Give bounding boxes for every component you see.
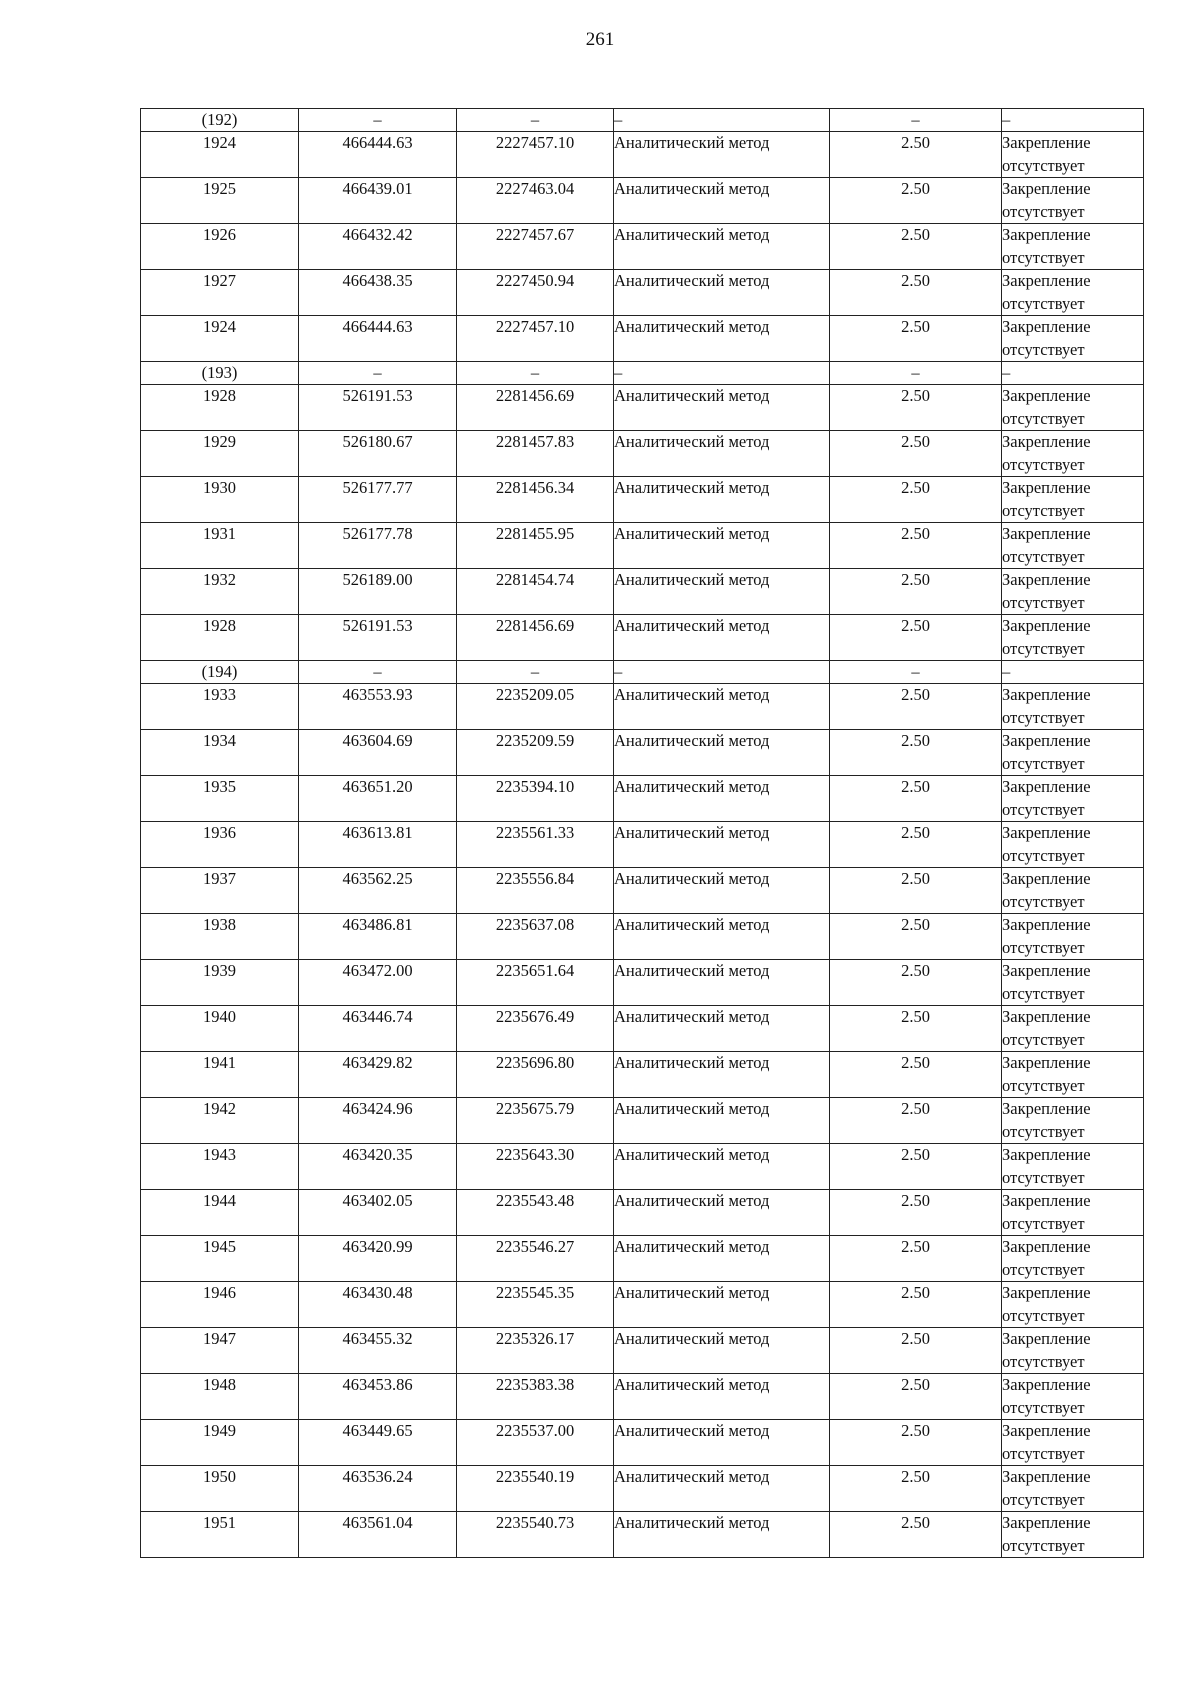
x-coordinate-cell: 526177.77 xyxy=(299,477,457,523)
y-coordinate-cell: 2235676.49 xyxy=(457,1006,614,1052)
fixation-line-1: Закрепление xyxy=(1002,432,1091,451)
fixation-cell xyxy=(1002,868,1144,914)
fixation-cell xyxy=(1002,316,1144,362)
table-row xyxy=(141,224,1144,270)
fixation-line-1: Закрепление xyxy=(1002,685,1091,704)
fixation-line-1: Закрепление xyxy=(1002,1191,1091,1210)
x-coordinate-cell: 463651.20 xyxy=(299,776,457,822)
method-cell: Аналитический метод xyxy=(614,431,830,477)
table-row xyxy=(141,1052,1144,1098)
method-cell: Аналитический метод xyxy=(614,1052,830,1098)
method-cell: Аналитический метод xyxy=(614,1420,830,1466)
x-coordinate-cell: 463446.74 xyxy=(299,1006,457,1052)
fixation-cell xyxy=(1002,1098,1144,1144)
fixation-line-1: Закрепление xyxy=(1002,823,1091,842)
table-row xyxy=(141,1236,1144,1282)
empty-dash-cell: – xyxy=(1002,109,1144,132)
group-label: (193) xyxy=(141,362,299,385)
table-row xyxy=(141,960,1144,1006)
table-row xyxy=(141,431,1144,477)
y-coordinate-cell: 2227457.67 xyxy=(457,224,614,270)
method-cell: Аналитический метод xyxy=(614,316,830,362)
x-coordinate-cell: 526189.00 xyxy=(299,569,457,615)
fixation-line-1: Закрепление xyxy=(1002,1099,1091,1118)
accuracy-cell: 2.50 xyxy=(830,1144,1002,1190)
point-number-cell: 1928 xyxy=(141,615,299,661)
accuracy-cell: 2.50 xyxy=(830,523,1002,569)
group-header-row xyxy=(141,362,1144,385)
x-coordinate-cell: 526177.78 xyxy=(299,523,457,569)
table-row xyxy=(141,730,1144,776)
fixation-line-1: Закрепление xyxy=(1002,271,1091,290)
point-number-cell: 1924 xyxy=(141,316,299,362)
fixation-cell xyxy=(1002,1052,1144,1098)
fixation-line-1: Закрепление xyxy=(1002,133,1091,152)
page-number: 261 xyxy=(585,29,615,50)
fixation-line-2: отсутствует xyxy=(1002,500,1085,520)
fixation-cell xyxy=(1002,1374,1144,1420)
fixation-cell xyxy=(1002,270,1144,316)
method-cell: Аналитический метод xyxy=(614,1006,830,1052)
table-row xyxy=(141,132,1144,178)
fixation-line-1: Закрепление xyxy=(1002,915,1091,934)
point-number-cell: 1935 xyxy=(141,776,299,822)
fixation-line-1: Закрепление xyxy=(1002,386,1091,405)
accuracy-cell: 2.50 xyxy=(830,477,1002,523)
point-number-cell: 1947 xyxy=(141,1328,299,1374)
method-cell: Аналитический метод xyxy=(614,477,830,523)
point-number-cell: 1942 xyxy=(141,1098,299,1144)
point-number-cell: 1941 xyxy=(141,1052,299,1098)
group-label: (192) xyxy=(141,109,299,132)
point-number-cell: 1951 xyxy=(141,1512,299,1558)
point-number-cell: 1939 xyxy=(141,960,299,1006)
table-row xyxy=(141,477,1144,523)
method-cell: Аналитический метод xyxy=(614,1236,830,1282)
x-coordinate-cell: 463553.93 xyxy=(299,684,457,730)
table-row xyxy=(141,178,1144,224)
y-coordinate-cell: 2235326.17 xyxy=(457,1328,614,1374)
accuracy-cell: 2.50 xyxy=(830,1190,1002,1236)
fixation-line-2: отсутствует xyxy=(1002,546,1085,566)
point-number-cell: 1945 xyxy=(141,1236,299,1282)
accuracy-cell: 2.50 xyxy=(830,316,1002,362)
accuracy-cell: 2.50 xyxy=(830,178,1002,224)
x-coordinate-cell: 526191.53 xyxy=(299,385,457,431)
accuracy-cell: 2.50 xyxy=(830,615,1002,661)
fixation-cell xyxy=(1002,615,1144,661)
method-cell: Аналитический метод xyxy=(614,1144,830,1190)
table-row xyxy=(141,1374,1144,1420)
fixation-line-1: Закрепление xyxy=(1002,478,1091,497)
point-number-cell: 1930 xyxy=(141,477,299,523)
fixation-cell xyxy=(1002,569,1144,615)
accuracy-cell: 2.50 xyxy=(830,868,1002,914)
fixation-line-2: отсутствует xyxy=(1002,339,1085,359)
y-coordinate-cell: 2235556.84 xyxy=(457,868,614,914)
fixation-cell xyxy=(1002,776,1144,822)
y-coordinate-cell: 2235546.27 xyxy=(457,1236,614,1282)
accuracy-cell: 2.50 xyxy=(830,224,1002,270)
x-coordinate-cell: 466438.35 xyxy=(299,270,457,316)
method-cell: Аналитический метод xyxy=(614,1512,830,1558)
fixation-cell xyxy=(1002,1420,1144,1466)
method-cell: Аналитический метод xyxy=(614,1190,830,1236)
accuracy-cell: 2.50 xyxy=(830,1052,1002,1098)
method-cell: Аналитический метод xyxy=(614,1282,830,1328)
fixation-line-2: отсутствует xyxy=(1002,1167,1085,1187)
accuracy-cell: 2.50 xyxy=(830,1374,1002,1420)
fixation-line-1: Закрепление xyxy=(1002,1421,1091,1440)
point-number-cell: 1938 xyxy=(141,914,299,960)
fixation-line-2: отсутствует xyxy=(1002,1489,1085,1509)
fixation-cell xyxy=(1002,385,1144,431)
fixation-line-1: Закрепление xyxy=(1002,1145,1091,1164)
fixation-cell xyxy=(1002,178,1144,224)
y-coordinate-cell: 2235394.10 xyxy=(457,776,614,822)
x-coordinate-cell: 463453.86 xyxy=(299,1374,457,1420)
y-coordinate-cell: 2281454.74 xyxy=(457,569,614,615)
empty-dash-cell: – xyxy=(299,362,457,385)
x-coordinate-cell: 466439.01 xyxy=(299,178,457,224)
fixation-line-1: Закрепление xyxy=(1002,524,1091,543)
x-coordinate-cell: 526180.67 xyxy=(299,431,457,477)
y-coordinate-cell: 2235561.33 xyxy=(457,822,614,868)
y-coordinate-cell: 2235696.80 xyxy=(457,1052,614,1098)
method-cell: Аналитический метод xyxy=(614,523,830,569)
empty-dash-cell: – xyxy=(614,109,830,132)
y-coordinate-cell: 2235651.64 xyxy=(457,960,614,1006)
fixation-cell xyxy=(1002,1144,1144,1190)
fixation-line-2: отсутствует xyxy=(1002,1535,1085,1555)
fixation-cell xyxy=(1002,684,1144,730)
accuracy-cell: 2.50 xyxy=(830,132,1002,178)
y-coordinate-cell: 2281456.34 xyxy=(457,477,614,523)
accuracy-cell: 2.50 xyxy=(830,1282,1002,1328)
fixation-line-1: Закрепление xyxy=(1002,1513,1091,1532)
fixation-cell xyxy=(1002,1190,1144,1236)
fixation-line-2: отсутствует xyxy=(1002,1213,1085,1233)
fixation-line-1: Закрепление xyxy=(1002,317,1091,336)
fixation-line-2: отсутствует xyxy=(1002,845,1085,865)
y-coordinate-cell: 2235643.30 xyxy=(457,1144,614,1190)
y-coordinate-cell: 2227457.10 xyxy=(457,316,614,362)
table-row xyxy=(141,385,1144,431)
fixation-line-1: Закрепление xyxy=(1002,1053,1091,1072)
method-cell: Аналитический метод xyxy=(614,1466,830,1512)
fixation-line-2: отсутствует xyxy=(1002,799,1085,819)
x-coordinate-cell: 463613.81 xyxy=(299,822,457,868)
y-coordinate-cell: 2235537.00 xyxy=(457,1420,614,1466)
group-header-row xyxy=(141,661,1144,684)
fixation-line-1: Закрепление xyxy=(1002,570,1091,589)
method-cell: Аналитический метод xyxy=(614,960,830,1006)
table-row xyxy=(141,914,1144,960)
table-row xyxy=(141,1328,1144,1374)
accuracy-cell: 2.50 xyxy=(830,776,1002,822)
accuracy-cell: 2.50 xyxy=(830,1006,1002,1052)
y-coordinate-cell: 2235637.08 xyxy=(457,914,614,960)
fixation-line-2: отсутствует xyxy=(1002,1351,1085,1371)
table-row xyxy=(141,1144,1144,1190)
method-cell: Аналитический метод xyxy=(614,569,830,615)
fixation-line-1: Закрепление xyxy=(1002,1467,1091,1486)
accuracy-cell: 2.50 xyxy=(830,1466,1002,1512)
method-cell: Аналитический метод xyxy=(614,178,830,224)
x-coordinate-cell: 463430.48 xyxy=(299,1282,457,1328)
fixation-cell xyxy=(1002,477,1144,523)
fixation-line-2: отсутствует xyxy=(1002,247,1085,267)
fixation-line-2: отсутствует xyxy=(1002,891,1085,911)
point-number-cell: 1950 xyxy=(141,1466,299,1512)
empty-dash-cell: – xyxy=(830,362,1002,385)
method-cell: Аналитический метод xyxy=(614,385,830,431)
point-number-cell: 1927 xyxy=(141,270,299,316)
empty-dash-cell: – xyxy=(830,109,1002,132)
method-cell: Аналитический метод xyxy=(614,1098,830,1144)
empty-dash-cell: – xyxy=(457,109,614,132)
x-coordinate-cell: 526191.53 xyxy=(299,615,457,661)
fixation-line-1: Закрепление xyxy=(1002,1329,1091,1348)
fixation-line-2: отсутствует xyxy=(1002,1029,1085,1049)
y-coordinate-cell: 2235543.48 xyxy=(457,1190,614,1236)
x-coordinate-cell: 466432.42 xyxy=(299,224,457,270)
method-cell: Аналитический метод xyxy=(614,270,830,316)
fixation-line-2: отсутствует xyxy=(1002,201,1085,221)
point-number-cell: 1949 xyxy=(141,1420,299,1466)
y-coordinate-cell: 2281455.95 xyxy=(457,523,614,569)
accuracy-cell: 2.50 xyxy=(830,960,1002,1006)
table-row xyxy=(141,270,1144,316)
empty-dash-cell: – xyxy=(830,661,1002,684)
x-coordinate-cell: 463420.35 xyxy=(299,1144,457,1190)
x-coordinate-cell: 463486.81 xyxy=(299,914,457,960)
fixation-line-2: отсутствует xyxy=(1002,638,1085,658)
table-row xyxy=(141,1006,1144,1052)
point-number-cell: 1931 xyxy=(141,523,299,569)
y-coordinate-cell: 2281456.69 xyxy=(457,385,614,431)
table-row xyxy=(141,1466,1144,1512)
fixation-line-1: Закрепление xyxy=(1002,961,1091,980)
y-coordinate-cell: 2235545.35 xyxy=(457,1282,614,1328)
method-cell: Аналитический метод xyxy=(614,224,830,270)
accuracy-cell: 2.50 xyxy=(830,730,1002,776)
empty-dash-cell: – xyxy=(614,661,830,684)
fixation-line-2: отсутствует xyxy=(1002,1075,1085,1095)
accuracy-cell: 2.50 xyxy=(830,431,1002,477)
y-coordinate-cell: 2281456.69 xyxy=(457,615,614,661)
y-coordinate-cell: 2235209.59 xyxy=(457,730,614,776)
fixation-cell xyxy=(1002,730,1144,776)
point-number-cell: 1932 xyxy=(141,569,299,615)
x-coordinate-cell: 463604.69 xyxy=(299,730,457,776)
fixation-cell xyxy=(1002,822,1144,868)
fixation-cell xyxy=(1002,1328,1144,1374)
accuracy-cell: 2.50 xyxy=(830,1420,1002,1466)
point-number-cell: 1943 xyxy=(141,1144,299,1190)
method-cell: Аналитический метод xyxy=(614,132,830,178)
fixation-cell xyxy=(1002,914,1144,960)
fixation-line-2: отсутствует xyxy=(1002,1259,1085,1279)
x-coordinate-cell: 463561.04 xyxy=(299,1512,457,1558)
fixation-line-2: отсутствует xyxy=(1002,983,1085,1003)
x-coordinate-cell: 466444.63 xyxy=(299,132,457,178)
accuracy-cell: 2.50 xyxy=(830,1236,1002,1282)
fixation-line-2: отсутствует xyxy=(1002,592,1085,612)
method-cell: Аналитический метод xyxy=(614,684,830,730)
method-cell: Аналитический метод xyxy=(614,730,830,776)
method-cell: Аналитический метод xyxy=(614,822,830,868)
fixation-line-1: Закрепление xyxy=(1002,616,1091,635)
table-row xyxy=(141,615,1144,661)
point-number-cell: 1934 xyxy=(141,730,299,776)
accuracy-cell: 2.50 xyxy=(830,914,1002,960)
accuracy-cell: 2.50 xyxy=(830,684,1002,730)
point-number-cell: 1926 xyxy=(141,224,299,270)
method-cell: Аналитический метод xyxy=(614,1328,830,1374)
accuracy-cell: 2.50 xyxy=(830,385,1002,431)
accuracy-cell: 2.50 xyxy=(830,822,1002,868)
table-row xyxy=(141,1420,1144,1466)
fixation-line-1: Закрепление xyxy=(1002,869,1091,888)
accuracy-cell: 2.50 xyxy=(830,270,1002,316)
fixation-line-1: Закрепление xyxy=(1002,225,1091,244)
coordinates-table xyxy=(140,108,1144,1558)
method-cell: Аналитический метод xyxy=(614,776,830,822)
table-row xyxy=(141,822,1144,868)
table-row xyxy=(141,523,1144,569)
method-cell: Аналитический метод xyxy=(614,1374,830,1420)
fixation-line-2: отсутствует xyxy=(1002,408,1085,428)
fixation-cell xyxy=(1002,1466,1144,1512)
table-row xyxy=(141,684,1144,730)
fixation-line-1: Закрепление xyxy=(1002,179,1091,198)
fixation-cell xyxy=(1002,431,1144,477)
fixation-line-1: Закрепление xyxy=(1002,777,1091,796)
x-coordinate-cell: 463402.05 xyxy=(299,1190,457,1236)
empty-dash-cell: – xyxy=(614,362,830,385)
x-coordinate-cell: 463562.25 xyxy=(299,868,457,914)
group-header-row xyxy=(141,109,1144,132)
point-number-cell: 1933 xyxy=(141,684,299,730)
point-number-cell: 1925 xyxy=(141,178,299,224)
y-coordinate-cell: 2235209.05 xyxy=(457,684,614,730)
y-coordinate-cell: 2227457.10 xyxy=(457,132,614,178)
y-coordinate-cell: 2281457.83 xyxy=(457,431,614,477)
fixation-cell xyxy=(1002,1512,1144,1558)
x-coordinate-cell: 463536.24 xyxy=(299,1466,457,1512)
x-coordinate-cell: 463424.96 xyxy=(299,1098,457,1144)
fixation-line-1: Закрепление xyxy=(1002,1283,1091,1302)
empty-dash-cell: – xyxy=(1002,362,1144,385)
table-row xyxy=(141,1190,1144,1236)
table-row xyxy=(141,1282,1144,1328)
table-row xyxy=(141,868,1144,914)
point-number-cell: 1948 xyxy=(141,1374,299,1420)
fixation-line-2: отсутствует xyxy=(1002,1121,1085,1141)
table-row xyxy=(141,1512,1144,1558)
x-coordinate-cell: 463420.99 xyxy=(299,1236,457,1282)
point-number-cell: 1928 xyxy=(141,385,299,431)
fixation-line-1: Закрепление xyxy=(1002,731,1091,750)
fixation-cell xyxy=(1002,523,1144,569)
point-number-cell: 1940 xyxy=(141,1006,299,1052)
point-number-cell: 1944 xyxy=(141,1190,299,1236)
empty-dash-cell: – xyxy=(457,362,614,385)
fixation-line-2: отсутствует xyxy=(1002,155,1085,175)
x-coordinate-cell: 463449.65 xyxy=(299,1420,457,1466)
x-coordinate-cell: 466444.63 xyxy=(299,316,457,362)
table-row xyxy=(141,316,1144,362)
point-number-cell: 1946 xyxy=(141,1282,299,1328)
fixation-line-1: Закрепление xyxy=(1002,1237,1091,1256)
fixation-cell xyxy=(1002,1236,1144,1282)
table-row xyxy=(141,776,1144,822)
point-number-cell: 1937 xyxy=(141,868,299,914)
method-cell: Аналитический метод xyxy=(614,914,830,960)
empty-dash-cell: – xyxy=(299,661,457,684)
y-coordinate-cell: 2235383.38 xyxy=(457,1374,614,1420)
fixation-line-2: отсутствует xyxy=(1002,937,1085,957)
fixation-cell xyxy=(1002,224,1144,270)
accuracy-cell: 2.50 xyxy=(830,569,1002,615)
point-number-cell: 1924 xyxy=(141,132,299,178)
empty-dash-cell: – xyxy=(299,109,457,132)
fixation-line-2: отсутствует xyxy=(1002,1397,1085,1417)
fixation-line-1: Закрепление xyxy=(1002,1375,1091,1394)
empty-dash-cell: – xyxy=(457,661,614,684)
fixation-line-1: Закрепление xyxy=(1002,1007,1091,1026)
table-row xyxy=(141,1098,1144,1144)
fixation-cell xyxy=(1002,1282,1144,1328)
method-cell: Аналитический метод xyxy=(614,615,830,661)
fixation-cell xyxy=(1002,132,1144,178)
fixation-cell xyxy=(1002,960,1144,1006)
fixation-cell xyxy=(1002,1006,1144,1052)
fixation-line-2: отсутствует xyxy=(1002,753,1085,773)
point-number-cell: 1936 xyxy=(141,822,299,868)
y-coordinate-cell: 2227450.94 xyxy=(457,270,614,316)
y-coordinate-cell: 2227463.04 xyxy=(457,178,614,224)
fixation-line-2: отсутствует xyxy=(1002,293,1085,313)
y-coordinate-cell: 2235540.19 xyxy=(457,1466,614,1512)
accuracy-cell: 2.50 xyxy=(830,1512,1002,1558)
method-cell: Аналитический метод xyxy=(614,868,830,914)
accuracy-cell: 2.50 xyxy=(830,1328,1002,1374)
y-coordinate-cell: 2235675.79 xyxy=(457,1098,614,1144)
fixation-line-2: отсутствует xyxy=(1002,1443,1085,1463)
table-row xyxy=(141,569,1144,615)
point-number-cell: 1929 xyxy=(141,431,299,477)
coordinates-table-body xyxy=(141,109,1144,1558)
fixation-line-2: отсутствует xyxy=(1002,1305,1085,1325)
x-coordinate-cell: 463472.00 xyxy=(299,960,457,1006)
accuracy-cell: 2.50 xyxy=(830,1098,1002,1144)
fixation-line-2: отсутствует xyxy=(1002,707,1085,727)
x-coordinate-cell: 463429.82 xyxy=(299,1052,457,1098)
fixation-line-2: отсутствует xyxy=(1002,454,1085,474)
x-coordinate-cell: 463455.32 xyxy=(299,1328,457,1374)
group-label: (194) xyxy=(141,661,299,684)
y-coordinate-cell: 2235540.73 xyxy=(457,1512,614,1558)
empty-dash-cell: – xyxy=(1002,661,1144,684)
